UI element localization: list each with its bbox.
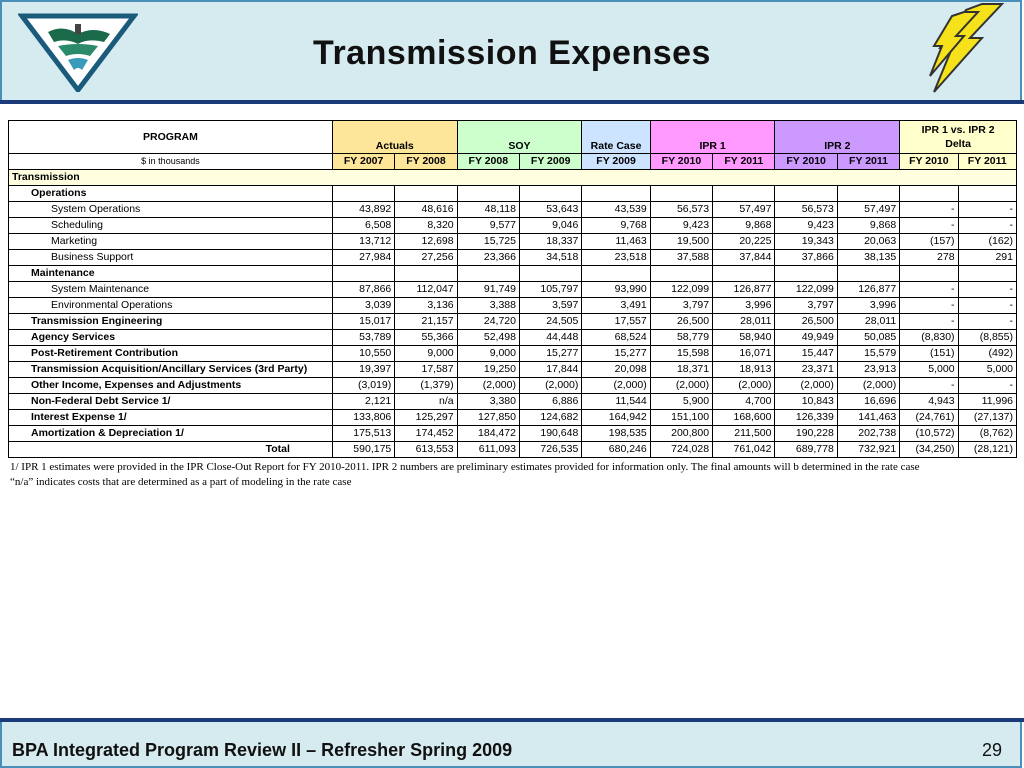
row-value: 26,500 [650,314,712,330]
table-body [9,186,1017,442]
year-cell: FY 2008 [395,154,457,170]
row-value: 53,789 [332,330,394,346]
row-value [900,266,958,282]
section-label: Transmission [9,170,1017,186]
total-row [9,442,1017,458]
row-value: 3,797 [775,298,837,314]
row-label: Environmental Operations [9,298,333,314]
row-value [650,266,712,282]
row-value: 2,121 [332,394,394,410]
table-row [9,202,1017,218]
row-value [775,266,837,282]
year-cell: FY 2009 [582,154,650,170]
row-label: System Maintenance [9,282,333,298]
table-row [9,266,1017,282]
row-value: 105,797 [519,282,581,298]
row-value: 11,996 [958,394,1016,410]
row-value [713,186,775,202]
row-value [837,266,899,282]
year-cell: FY 2007 [332,154,394,170]
delta-header-line2: Delta [945,138,971,150]
rate-case-header: Rate Case [582,121,650,154]
table-row [9,330,1017,346]
row-value: 43,892 [332,202,394,218]
row-value: (3,019) [332,378,394,394]
row-value: 12,698 [395,234,457,250]
row-value: 184,472 [457,426,519,442]
row-label: Transmission Acquisition/Ancillary Services (3rd Party) [9,362,333,378]
row-value: 19,500 [650,234,712,250]
row-label: Operations [9,186,333,202]
row-value: 23,518 [582,250,650,266]
row-value: (2,000) [775,378,837,394]
lightning-bolt-icon [908,2,1008,94]
row-value: (492) [958,346,1016,362]
row-label: Agency Services [9,330,333,346]
row-value: 17,587 [395,362,457,378]
row-value: 18,371 [650,362,712,378]
row-value: 17,844 [519,362,581,378]
row-value: 174,452 [395,426,457,442]
row-value: 53,643 [519,202,581,218]
ipr2-header: IPR 2 [775,121,900,154]
table-row [9,346,1017,362]
row-value: 18,913 [713,362,775,378]
row-value: (10,572) [900,426,958,442]
row-value: 175,513 [332,426,394,442]
footnote-2: “n/a” indicates costs that are determined as a part of modeling in the rate case [10,476,352,488]
row-value: 16,071 [713,346,775,362]
row-value: 291 [958,250,1016,266]
row-value: 15,598 [650,346,712,362]
row-value: 23,366 [457,250,519,266]
row-value [900,186,958,202]
row-value: 20,098 [582,362,650,378]
row-value: - [958,298,1016,314]
row-value: 3,797 [650,298,712,314]
row-value: 48,118 [457,202,519,218]
row-value: 34,518 [519,250,581,266]
table-row [9,394,1017,410]
row-value: 56,573 [650,202,712,218]
row-value [457,266,519,282]
table-row [9,282,1017,298]
row-value: 3,996 [837,298,899,314]
row-value [332,186,394,202]
row-value: 10,843 [775,394,837,410]
row-value: 6,508 [332,218,394,234]
row-value: 23,913 [837,362,899,378]
row-value: 9,423 [775,218,837,234]
row-value: 15,579 [837,346,899,362]
row-value: (2,000) [519,378,581,394]
row-value [582,186,650,202]
row-value: 26,500 [775,314,837,330]
row-value: - [958,202,1016,218]
transmission-expenses-table [8,120,1017,458]
total-value: 611,093 [457,442,519,458]
row-value: 93,990 [582,282,650,298]
row-value: - [958,218,1016,234]
row-value: 9,000 [395,346,457,362]
row-value: 43,539 [582,202,650,218]
total-label: Total [9,442,333,458]
row-value: 15,277 [519,346,581,362]
row-value: (2,000) [713,378,775,394]
row-value: 126,339 [775,410,837,426]
delta-header [900,121,1017,154]
page-number: 29 [981,740,1002,760]
row-value: 112,047 [395,282,457,298]
row-value [713,266,775,282]
row-value: 19,397 [332,362,394,378]
row-value: 168,600 [713,410,775,426]
row-value: 3,136 [395,298,457,314]
row-value: 127,850 [457,410,519,426]
table-row [9,378,1017,394]
row-label: Maintenance [9,266,333,282]
row-label: Marketing [9,234,333,250]
row-value: (27,137) [958,410,1016,426]
row-value [332,266,394,282]
year-cell: FY 2010 [650,154,712,170]
row-value: 122,099 [775,282,837,298]
row-value: 17,557 [582,314,650,330]
row-value: (8,830) [900,330,958,346]
row-value [775,186,837,202]
row-value: 5,000 [900,362,958,378]
row-value [519,266,581,282]
total-value: 726,535 [519,442,581,458]
row-value: 202,738 [837,426,899,442]
row-value: 18,337 [519,234,581,250]
total-value: (28,121) [958,442,1016,458]
delta-header-line1: IPR 1 vs. IPR 2 [921,124,995,136]
row-value: 3,597 [519,298,581,314]
row-value: (2,000) [837,378,899,394]
row-label: Other Income, Expenses and Adjustments [9,378,333,394]
row-value: - [958,314,1016,330]
section-row [9,170,1017,186]
year-cell: FY 2010 [775,154,837,170]
group-header-row [9,121,1017,154]
row-value: 28,011 [837,314,899,330]
row-value: 19,250 [457,362,519,378]
table-row [9,314,1017,330]
row-value: (8,762) [958,426,1016,442]
row-value: 5,000 [958,362,1016,378]
total-value: 724,028 [650,442,712,458]
row-value: (2,000) [582,378,650,394]
row-value: 151,100 [650,410,712,426]
row-value: (157) [900,234,958,250]
row-value: (1,379) [395,378,457,394]
row-value: 6,886 [519,394,581,410]
actuals-header: Actuals [332,121,457,154]
row-value: 133,806 [332,410,394,426]
row-value: (24,761) [900,410,958,426]
header-divider [0,100,1024,104]
row-value: 4,700 [713,394,775,410]
row-value: 57,497 [713,202,775,218]
row-value: (2,000) [457,378,519,394]
row-value: 9,768 [582,218,650,234]
row-value: - [900,298,958,314]
table-row [9,234,1017,250]
row-value: 9,868 [837,218,899,234]
row-value: 50,085 [837,330,899,346]
row-value: 9,868 [713,218,775,234]
row-value: 57,497 [837,202,899,218]
total-value: 590,175 [332,442,394,458]
row-value: 13,712 [332,234,394,250]
row-value: - [900,314,958,330]
row-value: 3,388 [457,298,519,314]
row-label: Scheduling [9,218,333,234]
row-value: - [958,282,1016,298]
row-value: n/a [395,394,457,410]
row-value: 190,228 [775,426,837,442]
row-value: 27,984 [332,250,394,266]
row-value: 19,343 [775,234,837,250]
row-value: 10,550 [332,346,394,362]
row-value: 3,380 [457,394,519,410]
row-value: 164,942 [582,410,650,426]
row-value [582,266,650,282]
row-value: 190,648 [519,426,581,442]
row-value: 3,491 [582,298,650,314]
row-value: 87,866 [332,282,394,298]
row-label: Business Support [9,250,333,266]
row-value: 3,996 [713,298,775,314]
total-value: 680,246 [582,442,650,458]
row-value: 15,017 [332,314,394,330]
row-value: 3,039 [332,298,394,314]
row-value: - [900,202,958,218]
row-value: - [900,218,958,234]
row-value: 126,877 [837,282,899,298]
row-value: (8,855) [958,330,1016,346]
table-row [9,298,1017,314]
total-value: 732,921 [837,442,899,458]
year-cell: FY 2008 [457,154,519,170]
ipr1-header: IPR 1 [650,121,775,154]
row-value: 37,588 [650,250,712,266]
row-value [958,266,1016,282]
row-value: 126,877 [713,282,775,298]
footer-title: BPA Integrated Program Review II – Refresher Spring 2009 [12,740,513,760]
table-row [9,426,1017,442]
row-value: - [958,378,1016,394]
row-value: 55,366 [395,330,457,346]
row-value: 122,099 [650,282,712,298]
row-value [457,186,519,202]
table-row [9,362,1017,378]
year-cell: FY 2009 [519,154,581,170]
row-value: 198,535 [582,426,650,442]
program-header: PROGRAM [9,121,333,154]
row-value: (151) [900,346,958,362]
row-value: - [900,378,958,394]
row-value: (162) [958,234,1016,250]
row-value: 91,749 [457,282,519,298]
row-value [395,186,457,202]
table-row [9,250,1017,266]
row-value [650,186,712,202]
row-value: 9,000 [457,346,519,362]
row-value: 141,463 [837,410,899,426]
row-value: 56,573 [775,202,837,218]
row-label: System Operations [9,202,333,218]
row-value [395,266,457,282]
soy-header: SOY [457,121,582,154]
year-cell: FY 2011 [713,154,775,170]
row-label: Amortization & Depreciation 1/ [9,426,333,442]
row-value: 211,500 [713,426,775,442]
year-cell: FY 2011 [958,154,1016,170]
row-label: Transmission Engineering [9,314,333,330]
row-value [519,186,581,202]
row-value: 125,297 [395,410,457,426]
row-value [837,186,899,202]
row-value: 23,371 [775,362,837,378]
row-value: 27,256 [395,250,457,266]
row-label: Post-Retirement Contribution [9,346,333,362]
table-row [9,186,1017,202]
row-value: 9,577 [457,218,519,234]
row-value: 15,447 [775,346,837,362]
row-value: 16,696 [837,394,899,410]
row-value: 9,423 [650,218,712,234]
row-value: 24,720 [457,314,519,330]
row-value: 38,135 [837,250,899,266]
total-value: 761,042 [713,442,775,458]
slide-title: Transmission Expenses [313,34,711,72]
row-value: 48,616 [395,202,457,218]
table-row [9,410,1017,426]
footnote-1: 1/ IPR 1 estimates were provided in the IPR Close-Out Report for FY 2010-2011. IPR 2 numbers are preliminary estimates provided for information only. The final amounts will b determined in the rate case [10,461,920,473]
row-value: 15,277 [582,346,650,362]
row-label: Non-Federal Debt Service 1/ [9,394,333,410]
row-value: 21,157 [395,314,457,330]
row-value [958,186,1016,202]
row-value: - [900,282,958,298]
row-value: 58,940 [713,330,775,346]
row-value: 20,063 [837,234,899,250]
row-value: 124,682 [519,410,581,426]
year-cell: FY 2011 [837,154,899,170]
row-value: 5,900 [650,394,712,410]
row-value: 11,463 [582,234,650,250]
table-row [9,218,1017,234]
units-label: $ in thousands [9,154,333,170]
row-value: 4,943 [900,394,958,410]
row-value: 15,725 [457,234,519,250]
row-value: 37,866 [775,250,837,266]
row-value: 9,046 [519,218,581,234]
year-cell: FY 2010 [900,154,958,170]
row-value: 58,779 [650,330,712,346]
row-value: 11,544 [582,394,650,410]
row-label: Interest Expense 1/ [9,410,333,426]
total-value: (34,250) [900,442,958,458]
row-value: 200,800 [650,426,712,442]
row-value: 278 [900,250,958,266]
row-value: 24,505 [519,314,581,330]
row-value: 28,011 [713,314,775,330]
row-value: 52,498 [457,330,519,346]
total-value: 689,778 [775,442,837,458]
row-value: 68,524 [582,330,650,346]
year-header-row [9,154,1017,170]
row-value: 37,844 [713,250,775,266]
footnotes [10,460,1010,490]
expenses-table-container [8,120,1017,458]
row-value: 49,949 [775,330,837,346]
row-value: 44,448 [519,330,581,346]
row-value: 8,320 [395,218,457,234]
total-value: 613,553 [395,442,457,458]
row-value: 20,225 [713,234,775,250]
row-value: (2,000) [650,378,712,394]
